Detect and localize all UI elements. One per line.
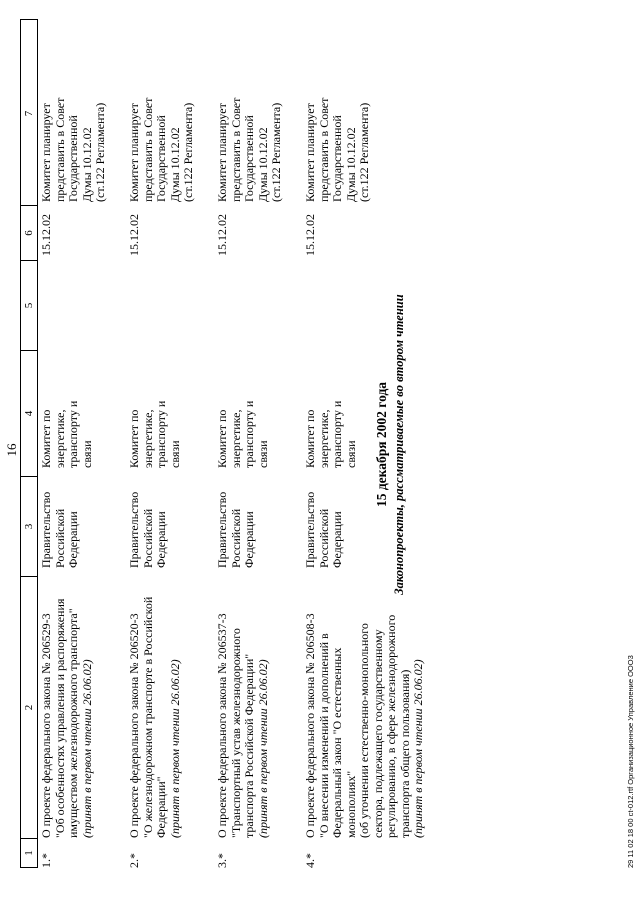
bill-author-line: Российской [228, 508, 243, 568]
bill-description-line: "Об особенностях управления и распоряжения [52, 598, 67, 838]
column-number: 5 [21, 261, 37, 351]
bill-description-line: транспорта общего пользования) [397, 669, 412, 838]
responsible-committee-line: транспорту и [66, 400, 80, 468]
committee-remark-line: Комитет планирует [39, 103, 53, 202]
bill-description [304, 588, 426, 838]
committee-remark-line: представить в Совет [140, 97, 155, 202]
responsible-committee [128, 368, 182, 468]
page-number: 16 [4, 443, 19, 457]
first-reading-note: (принят в первом чтении 26.06.02) [255, 659, 270, 838]
bill-description-line: транспорта Российской Федерации" [242, 653, 256, 838]
responsible-committee-line: Комитет по [127, 409, 141, 468]
section-subtitle: Законопроекты, рассматриваемые во втором чтении [392, 294, 406, 595]
bill-author-line: Российской [316, 508, 331, 568]
committee-remark-line: Комитет планирует [303, 103, 317, 202]
committee-remark-line: Государственной [154, 115, 168, 202]
responsible-committee-line: связи [167, 440, 182, 468]
committee-remark [304, 67, 372, 202]
committee-remark [128, 67, 196, 202]
responsible-committee-line: Комитет по [303, 409, 317, 468]
responsible-committee [216, 368, 270, 468]
row-number: 1.* [39, 853, 53, 868]
responsible-committee-line: Комитет по [215, 409, 229, 468]
bill-author-line: Правительство [39, 491, 53, 568]
committee-remark-line: представить в Совет [52, 97, 67, 202]
bill-description-line: Федерации" [154, 776, 168, 838]
responsible-committee-line: энергетике, [52, 409, 67, 468]
bill-description [216, 588, 270, 838]
responsible-committee-line: энергетике, [228, 409, 243, 468]
first-reading-note: (принят в первом чтении 26.06.02) [79, 659, 94, 838]
responsible-committee-line: транспорту и [154, 400, 168, 468]
committee-remark-line: Государственной [242, 115, 256, 202]
committee-remark-line: (ст.122 Регламента) [93, 102, 107, 202]
bill-author-line: Правительство [303, 491, 317, 568]
responsible-committee-line: связи [79, 440, 94, 468]
responsible-committee [40, 368, 94, 468]
column-number: 6 [21, 206, 37, 261]
bill-author-line: Российской [52, 508, 67, 568]
first-reading-note: (принят в первом чтении 26.06.02) [167, 659, 182, 838]
committee-remark [216, 67, 284, 202]
committee-remark-line: Думы 10.12.02 [79, 127, 94, 202]
committee-remark-line: Комитет планирует [127, 103, 141, 202]
responsible-committee-line: связи [255, 440, 270, 468]
bill-author-line: Правительство [215, 491, 229, 568]
committee-remark-line: Государственной [66, 115, 80, 202]
bill-description-line: монополиях" [343, 770, 358, 838]
column-number: 2 [21, 577, 37, 839]
responsible-committee-line: транспорту и [242, 400, 256, 468]
bill-author-line: Федерации [242, 511, 256, 568]
review-date: 15.12.02 [215, 214, 229, 256]
responsible-committee-line: связи [343, 440, 358, 468]
first-reading-note: (принят в первом чтении 26.06.02) [411, 659, 425, 838]
committee-remark-line: Думы 10.12.02 [343, 127, 358, 202]
bill-author [216, 478, 257, 568]
row-number: 2.* [127, 853, 141, 868]
bill-description-line: "О внесении изменений и дополнений в [316, 633, 331, 838]
bill-description-line: сектора, подлежащего государственному [370, 629, 385, 838]
bill-author-line: Правительство [127, 491, 141, 568]
column-number: 1 [23, 850, 35, 856]
bill-author-line: Федерации [66, 511, 80, 568]
bill-description-line: "О железнодорожном транспорте в Российской [140, 596, 155, 838]
committee-remark [40, 67, 108, 202]
review-date: 15.12.02 [303, 214, 317, 256]
responsible-committee-line: транспорту и [330, 400, 344, 468]
bill-description-line: имуществом железнодорожного транспорта" [66, 608, 80, 838]
review-date: 15.12.02 [127, 214, 141, 256]
responsible-committee-line: Комитет по [39, 409, 53, 468]
committee-remark-line: (ст.122 Регламента) [269, 102, 283, 202]
bill-author-line: Федерации [154, 511, 168, 568]
bill-description-line: О проекте федерального закона № 206508-3 [303, 613, 317, 838]
bill-author [128, 478, 169, 568]
section-title: 15 декабря 2002 года [374, 381, 389, 508]
responsible-committee [304, 368, 358, 468]
committee-remark-line: Государственной [330, 115, 344, 202]
bill-description-line: (об уточнении естественно-монопольного [357, 623, 371, 838]
footer: 29 11 02 18 00 ct-012.rtf Организационное Управление ООО3 [626, 655, 635, 868]
row-number: 4.* [303, 853, 317, 868]
committee-remark-line: Думы 10.12.02 [167, 127, 182, 202]
bill-description-line: О проекте федерального закона № 206520-3 [127, 613, 141, 838]
bill-description [40, 588, 94, 838]
bill-description-line: О проекте федерального закона № 206529-3 [39, 613, 53, 838]
committee-remark-line: (ст.122 Регламента) [357, 102, 371, 202]
committee-remark-line: представить в Совет [228, 97, 243, 202]
column-header-row [20, 19, 38, 868]
bill-author [304, 478, 345, 568]
bill-description-line: регулированию, в сфере железнодорожного [384, 614, 398, 838]
column-number: 7 [21, 22, 37, 206]
bill-author-line: Федерации [330, 511, 344, 568]
bill-description-line: "Транспортный устав железнодорожного [228, 628, 243, 838]
review-date: 15.12.02 [39, 214, 53, 256]
bill-description-line: Федеральный закон "О естественных [330, 647, 344, 838]
responsible-committee-line: энергетике, [316, 409, 331, 468]
responsible-committee-line: энергетике, [140, 409, 155, 468]
column-number: 4 [21, 351, 37, 477]
bill-author [40, 478, 81, 568]
bill-description [128, 588, 182, 838]
bill-description-line: О проекте федерального закона № 206537-3 [215, 613, 229, 838]
bill-author-line: Российской [140, 508, 155, 568]
row-number: 3.* [215, 853, 229, 868]
committee-remark-line: (ст.122 Регламента) [181, 102, 195, 202]
column-number: 3 [21, 477, 37, 577]
committee-remark-line: Комитет планирует [215, 103, 229, 202]
committee-remark-line: Думы 10.12.02 [255, 127, 270, 202]
committee-remark-line: представить в Совет [316, 97, 331, 202]
